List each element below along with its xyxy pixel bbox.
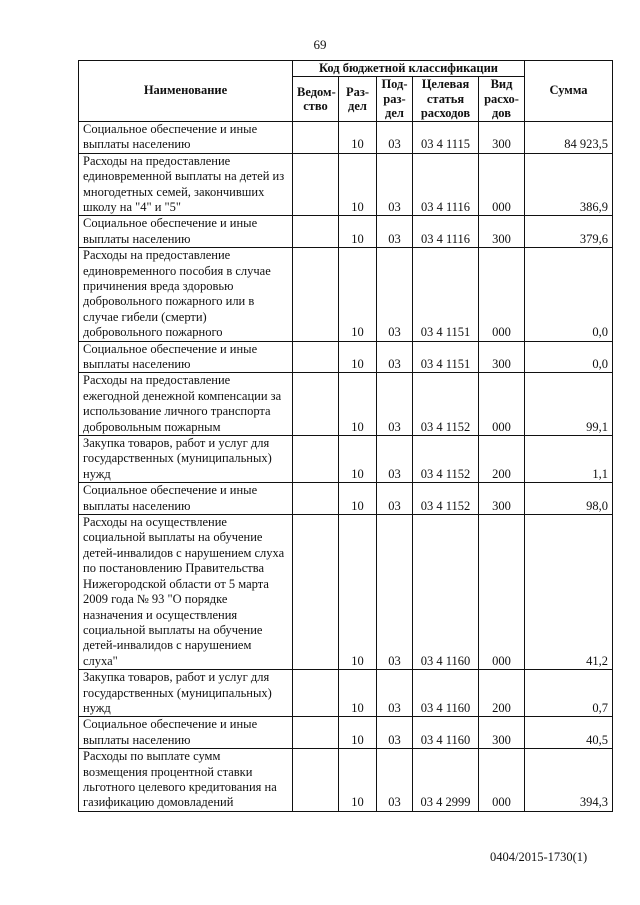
cell-target-article: 03 4 1151: [413, 248, 479, 341]
cell-expense-type: 200: [479, 436, 525, 483]
cell-name: Закупка товаров, работ и услуг для государственных (муниципальных) нужд: [79, 436, 293, 483]
cell-podrazdel: 03: [377, 749, 413, 812]
cell-razdel: 10: [339, 670, 377, 717]
header-razdel: Раз- дел: [339, 77, 377, 122]
cell-vedomstvo: [293, 121, 339, 153]
cell-name: Расходы на предоставление ежегодной денежной компенсации за использование личного транспорта добровольным пожарным: [79, 373, 293, 436]
cell-expense-type: 000: [479, 153, 525, 216]
table-row: [79, 717, 613, 749]
cell-expense-type: 300: [479, 341, 525, 373]
cell-razdel: 10: [339, 153, 377, 216]
table-row: [79, 373, 613, 436]
cell-target-article: 03 4 1116: [413, 216, 479, 248]
header-sum: Сумма: [525, 61, 613, 122]
table-row: [79, 515, 613, 670]
table-row: [79, 248, 613, 341]
cell-vedomstvo: [293, 670, 339, 717]
header-podrazdel: Под- раз- дел: [377, 77, 413, 122]
cell-name: Социальное обеспечение и иные выплаты населению: [79, 216, 293, 248]
table-body: [79, 121, 613, 811]
cell-expense-type: 300: [479, 216, 525, 248]
cell-expense-type: 300: [479, 483, 525, 515]
cell-sum: 99,1: [525, 373, 613, 436]
cell-target-article: 03 4 1160: [413, 670, 479, 717]
cell-name: Социальное обеспечение и иные выплаты населению: [79, 717, 293, 749]
cell-vedomstvo: [293, 216, 339, 248]
cell-razdel: 10: [339, 216, 377, 248]
cell-target-article: 03 4 1160: [413, 717, 479, 749]
cell-sum: 1,1: [525, 436, 613, 483]
cell-sum: 98,0: [525, 483, 613, 515]
table-row: [79, 121, 613, 153]
table-row: [79, 153, 613, 216]
cell-expense-type: 000: [479, 749, 525, 812]
header-expense-type: Вид расхо- дов: [479, 77, 525, 122]
cell-target-article: 03 4 1151: [413, 341, 479, 373]
cell-sum: 84 923,5: [525, 121, 613, 153]
header-name: Наименование: [79, 61, 293, 122]
table-row: [79, 341, 613, 373]
cell-vedomstvo: [293, 717, 339, 749]
table-row: [79, 670, 613, 717]
cell-name: Социальное обеспечение и иные выплаты населению: [79, 341, 293, 373]
cell-razdel: 10: [339, 248, 377, 341]
cell-podrazdel: 03: [377, 248, 413, 341]
cell-name: Расходы на предоставление единовременного пособия в случае причинения вреда здоровью добровольного пожарного или в случае гибели (смерти) добровольного пожарного: [79, 248, 293, 341]
cell-target-article: 03 4 1152: [413, 373, 479, 436]
cell-name: Закупка товаров, работ и услуг для государственных (муниципальных) нужд: [79, 670, 293, 717]
cell-razdel: 10: [339, 121, 377, 153]
cell-sum: 379,6: [525, 216, 613, 248]
cell-podrazdel: 03: [377, 436, 413, 483]
cell-name: Расходы на предоставление единовременной выплаты на детей из многодетных семей, закончивших школу на "4" и "5": [79, 153, 293, 216]
cell-target-article: 03 4 1160: [413, 515, 479, 670]
cell-expense-type: 300: [479, 121, 525, 153]
header-budget-classification: Код бюджетной классификации: [293, 61, 525, 77]
cell-target-article: 03 4 1116: [413, 153, 479, 216]
cell-name: Социальное обеспечение и иные выплаты населению: [79, 121, 293, 153]
cell-expense-type: 200: [479, 670, 525, 717]
cell-podrazdel: 03: [377, 483, 413, 515]
cell-vedomstvo: [293, 483, 339, 515]
cell-vedomstvo: [293, 436, 339, 483]
cell-sum: 386,9: [525, 153, 613, 216]
cell-vedomstvo: [293, 341, 339, 373]
cell-razdel: 10: [339, 436, 377, 483]
table-header: [79, 61, 613, 122]
header-target-article: Целевая статья расходов: [413, 77, 479, 122]
cell-podrazdel: 03: [377, 373, 413, 436]
table-row: [79, 749, 613, 812]
cell-vedomstvo: [293, 749, 339, 812]
cell-sum: 394,3: [525, 749, 613, 812]
cell-name: Социальное обеспечение и иные выплаты населению: [79, 483, 293, 515]
cell-sum: 41,2: [525, 515, 613, 670]
cell-name: Расходы на осуществление социальной выплаты на обучение детей-инвалидов с нарушением слуха по постановлению Правительства Нижегородской области от 5 марта 2009 года № 93 "О порядке назначения и осуществления социальной выплаты на обучение детей-инвалидов с нарушением слуха": [79, 515, 293, 670]
cell-podrazdel: 03: [377, 216, 413, 248]
table-row: [79, 483, 613, 515]
cell-podrazdel: 03: [377, 341, 413, 373]
cell-name: Расходы по выплате сумм возмещения процентной ставки льготного целевого кредитования на газификацию домовладений: [79, 749, 293, 812]
cell-target-article: 03 4 1115: [413, 121, 479, 153]
cell-podrazdel: 03: [377, 121, 413, 153]
budget-table: [78, 60, 613, 812]
cell-target-article: 03 4 1152: [413, 436, 479, 483]
cell-podrazdel: 03: [377, 670, 413, 717]
page-number: 69: [313, 37, 327, 52]
cell-target-article: 03 4 2999: [413, 749, 479, 812]
cell-sum: 0,0: [525, 341, 613, 373]
cell-razdel: 10: [339, 341, 377, 373]
cell-razdel: 10: [339, 373, 377, 436]
cell-expense-type: 000: [479, 515, 525, 670]
table-row: [79, 436, 613, 483]
cell-vedomstvo: [293, 153, 339, 216]
cell-vedomstvo: [293, 248, 339, 341]
table-row: [79, 216, 613, 248]
cell-sum: 0,0: [525, 248, 613, 341]
cell-podrazdel: 03: [377, 153, 413, 216]
document-code: 0404/2015-1730(1): [490, 850, 588, 864]
cell-vedomstvo: [293, 373, 339, 436]
cell-sum: 40,5: [525, 717, 613, 749]
cell-razdel: 10: [339, 717, 377, 749]
cell-podrazdel: 03: [377, 717, 413, 749]
cell-razdel: 10: [339, 483, 377, 515]
cell-vedomstvo: [293, 515, 339, 670]
cell-sum: 0,7: [525, 670, 613, 717]
cell-razdel: 10: [339, 515, 377, 670]
cell-target-article: 03 4 1152: [413, 483, 479, 515]
cell-expense-type: 000: [479, 373, 525, 436]
header-vedomstvo: Ведом- ство: [293, 77, 339, 122]
cell-expense-type: 000: [479, 248, 525, 341]
cell-podrazdel: 03: [377, 515, 413, 670]
cell-expense-type: 300: [479, 717, 525, 749]
cell-razdel: 10: [339, 749, 377, 812]
